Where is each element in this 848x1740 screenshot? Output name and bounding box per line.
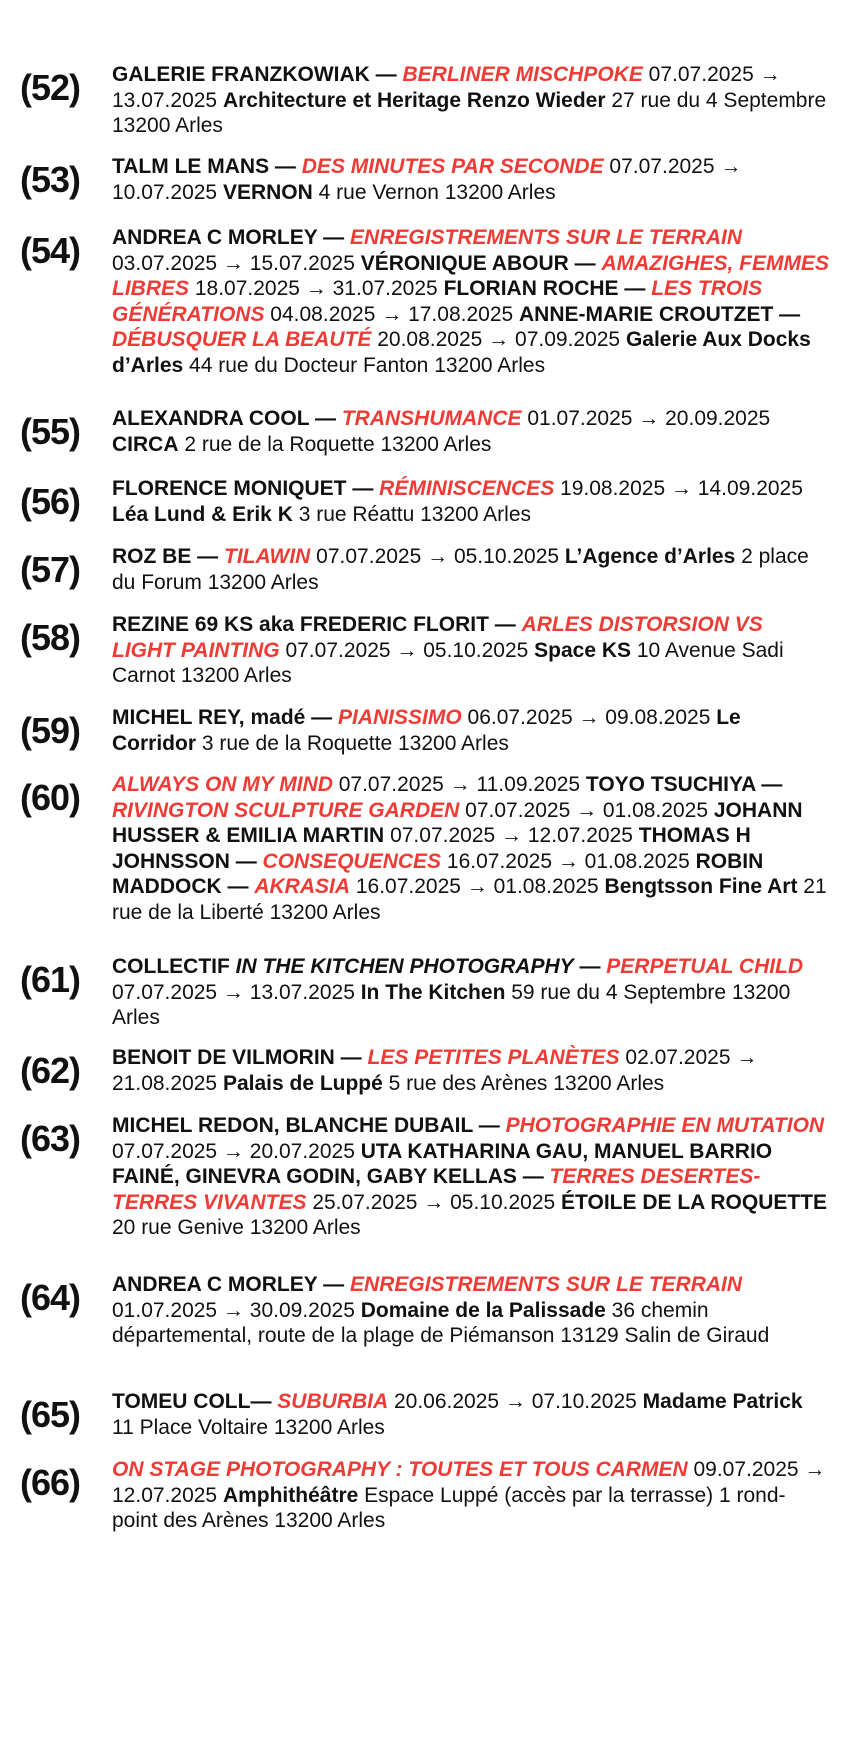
dates-address: 02.07.2025 → 21.08.2025 — [112, 1046, 758, 1095]
dates-address: 07.07.2025 → 11.09.2025 — [332, 773, 586, 796]
dates-address: 10 Avenue Sadi Carnot 13200 Arles — [112, 638, 784, 687]
dates-address: 59 rue du 4 Septembre 13200 Arles — [112, 980, 791, 1029]
entry-number: (56) — [20, 481, 81, 522]
dates-address: 07.07.2025 → 05.10.2025 — [279, 638, 535, 662]
listing-entry — [20, 1389, 830, 1440]
collective-name: IN THE KITCHEN PHOTOGRAPHY — [235, 955, 574, 978]
artist-or-venue: ROBIN MADDOCK — — [112, 849, 764, 898]
entry-number: (55) — [20, 411, 81, 452]
artist-or-venue: Léa Lund & Erik K — [112, 502, 293, 526]
exhibition-title: LES TROIS GÉNÉRATIONS — [112, 277, 763, 326]
dates-address: 04.08.2025 → 17.08.2025 — [264, 302, 520, 326]
entry-number: (52) — [20, 67, 81, 108]
exhibition-title: PHOTOGRAPHIE EN MUTATION — [505, 1114, 825, 1137]
artist-or-venue: VÉRONIQUE ABOUR — — [360, 251, 602, 275]
exhibition-title: ALWAYS ON MY MIND — [112, 773, 333, 796]
entry-number: (64) — [20, 1277, 81, 1318]
artist-or-venue: TOMEU COLL— — [112, 1390, 278, 1413]
exhibition-title: TERRES DESERTES-TERRES VIVANTES — [112, 1165, 761, 1214]
exhibition-title: AKRASIA — [254, 875, 350, 898]
listing-entry — [20, 772, 830, 925]
artist-or-venue: FLORIAN ROCHE — — [443, 277, 652, 300]
exhibition-title: ON STAGE PHOTOGRAPHY : TOUTES ET TOUS CARMEN — [112, 1458, 688, 1481]
entry-number: (66) — [20, 1462, 81, 1503]
artist-or-venue: ÉTOILE DE LA ROQUETTE — [561, 1190, 828, 1214]
artist-or-venue: MICHEL REY, madé — — [112, 706, 338, 729]
exhibition-title: TRANSHUMANCE — [341, 407, 522, 430]
entry-text — [112, 476, 830, 527]
artist-or-venue: MICHEL REDON, BLANCHE DUBAIL — — [112, 1114, 506, 1137]
artist-or-venue: TALM LE MANS — — [112, 155, 302, 178]
listing-entry — [20, 406, 830, 457]
exhibition-title: CONSEQUENCES — [262, 849, 442, 873]
dates-address: 03.07.2025 → 15.07.2025 — [112, 251, 361, 275]
exhibition-title: PIANISSIMO — [338, 706, 462, 729]
dates-address: 19.08.2025 → 14.09.2025 — [554, 477, 803, 500]
dates-address: 07.07.2025 → 05.10.2025 — [310, 545, 565, 568]
listing-entry — [20, 1045, 830, 1096]
exhibition-title: ENREGISTREMENTS SUR LE TERRAIN — [350, 1273, 743, 1296]
exhibition-title: BERLINER MISCHPOKE — [402, 63, 643, 86]
artist-or-venue: CIRCA — [112, 432, 179, 456]
dates-address: 07.07.2025 → 13.07.2025 — [112, 980, 361, 1004]
entry-text — [112, 954, 830, 1031]
exhibition-title: TILAWIN — [224, 545, 311, 568]
exhibition-title: ENREGISTREMENTS SUR LE TERRAIN — [350, 226, 743, 249]
exhibition-title: RIVINGTON SCULPTURE GARDEN — [112, 798, 460, 822]
artist-or-venue: ANNE-MARIE CROUTZET — — [519, 302, 801, 326]
entry-number: (59) — [20, 710, 81, 751]
exhibition-title: DES MINUTES PAR SECONDE — [301, 155, 604, 178]
artist-or-venue: L’Agence d’Arles — [564, 545, 736, 568]
listing-entry — [20, 1457, 830, 1534]
dates-address: 3 rue de la Roquette 13200 Arles — [196, 731, 509, 755]
artist-or-venue: Amphithéâtre — [222, 1483, 359, 1507]
exhibition-title: SUBURBIA — [277, 1390, 389, 1413]
exhibition-title: ARLES DISTORSION VS LIGHT PAINTING — [112, 613, 763, 662]
dates-address: 3 rue Réattu 13200 Arles — [292, 502, 532, 526]
exhibition-title: PERPETUAL CHILD — [606, 955, 804, 978]
dates-address: Espace Luppé (accès par la terrasse) 1 rond-point des Arènes 13200 Arles — [112, 1483, 786, 1532]
exhibition-title: RÉMINISCENCES — [379, 477, 555, 500]
artist-or-venue: REZINE 69 KS aka FREDERIC FLORIT — — [112, 613, 522, 636]
entry-text — [112, 1045, 830, 1096]
listing-entry — [20, 476, 830, 527]
dates-address: 06.07.2025 → 09.08.2025 — [461, 706, 717, 729]
exhibition-title: LES PETITES PLANÈTES — [367, 1046, 620, 1069]
artist-or-venue: Le Corridor — [112, 706, 741, 755]
artist-or-venue: In The Kitchen — [360, 980, 506, 1004]
entry-number: (62) — [20, 1050, 81, 1091]
artist-or-venue: ROZ BE — — [112, 545, 225, 568]
entry-text — [112, 612, 830, 689]
artist-or-venue: Palais de Luppé — [222, 1071, 383, 1095]
entry-text — [112, 225, 830, 378]
dates-address: 20.06.2025 → 07.10.2025 — [388, 1390, 643, 1413]
listing-entry — [20, 154, 830, 205]
listing-entry — [20, 62, 830, 139]
listing-entry — [20, 544, 830, 595]
artist-or-venue: Domaine de la Palissade — [360, 1298, 606, 1322]
artist-or-venue: TOYO TSUCHIYA — — [585, 773, 783, 796]
artist-or-venue: ANDREA C MORLEY — — [112, 1273, 351, 1296]
dates-address: 16.07.2025 → 01.08.2025 — [441, 849, 696, 873]
artist-or-venue: GALERIE FRANZKOWIAK — — [112, 63, 403, 86]
dates-address: 07.07.2025 → 12.07.2025 — [384, 824, 639, 847]
dates-address: 44 rue du Docteur Fanton 13200 Arles — [183, 353, 546, 377]
dates-address: 01.07.2025 → 20.09.2025 — [521, 407, 771, 430]
entry-text — [112, 154, 830, 205]
entry-text — [112, 1272, 830, 1349]
entry-number: (65) — [20, 1394, 81, 1435]
entry-text — [112, 1389, 830, 1440]
entry-text — [112, 1113, 830, 1241]
entry-number: (54) — [20, 230, 81, 271]
dates-address: 2 rue de la Roquette 13200 Arles — [178, 432, 492, 456]
listing-entry — [20, 705, 830, 756]
entry-text — [112, 772, 830, 925]
artist-or-venue: JOHANN HUSSER & EMILIA MARTIN — [112, 798, 803, 847]
entry-text — [112, 406, 830, 457]
artist-or-venue: Madame Patrick — [642, 1390, 803, 1413]
dates-address: 20.08.2025 → 07.09.2025 — [371, 328, 626, 351]
dates-address: 11 Place Voltaire 13200 Arles — [112, 1415, 385, 1439]
artist-or-venue: Architecture et Heritage Renzo Wieder — [222, 88, 606, 112]
entry-text — [112, 1457, 830, 1534]
dates-address: 07.07.2025 → 13.07.2025 — [112, 63, 781, 112]
dates-address: 16.07.2025 → 01.08.2025 — [350, 875, 605, 898]
artist-or-venue: FLORENCE MONIQUET — — [112, 477, 380, 500]
dates-address: 21 rue de la Liberté 13200 Arles — [112, 875, 827, 924]
entry-text — [112, 705, 830, 756]
entry-number: (63) — [20, 1118, 81, 1159]
listing-entry — [20, 612, 830, 689]
listing-entry — [20, 225, 830, 378]
exhibition-title: AMAZIGHES, FEMMES LIBRES — [112, 251, 829, 300]
exhibition-title: DÉBUSQUER LA BEAUTÉ — [112, 328, 372, 351]
entry-number: (57) — [20, 549, 81, 590]
dates-address: 09.07.2025 → 12.07.2025 — [112, 1458, 826, 1507]
dates-address: 4 rue Vernon 13200 Arles — [312, 180, 556, 204]
artist-or-venue: ANDREA C MORLEY — — [112, 226, 351, 249]
dates-address: 18.07.2025 → 31.07.2025 — [189, 277, 444, 300]
entry-number: (60) — [20, 777, 81, 818]
dates-address: 20 rue Genive 13200 Arles — [112, 1216, 361, 1239]
dates-address: 5 rue des Arènes 13200 Arles — [382, 1071, 665, 1095]
entry-number: (58) — [20, 617, 81, 658]
dates-address: 07.07.2025 → 01.08.2025 — [459, 798, 714, 822]
dates-address: 07.07.2025 → 20.07.2025 — [112, 1139, 361, 1163]
artist-or-venue: COLLECTIF — [112, 955, 236, 978]
artist-or-venue: — — [573, 955, 607, 978]
entry-number: (61) — [20, 959, 81, 1000]
dates-address: 01.07.2025 → 30.09.2025 — [112, 1298, 361, 1322]
dates-address: 07.07.2025 → 10.07.2025 — [112, 155, 742, 204]
entry-text — [112, 544, 830, 595]
entry-text — [112, 62, 830, 139]
artist-or-venue: Bengtsson Fine Art — [604, 875, 798, 898]
dates-address: 27 rue du 4 Septembre 13200 Arles — [112, 88, 827, 137]
artist-or-venue: VERNON — [222, 180, 313, 204]
dates-address: 25.07.2025 → 05.10.2025 — [306, 1190, 562, 1214]
artist-or-venue: THOMAS H JOHNSSON — — [112, 824, 751, 873]
artist-or-venue: ALEXANDRA COOL — — [112, 407, 342, 430]
entry-number: (53) — [20, 159, 81, 200]
artist-or-venue: UTA KATHARINA GAU, MANUEL BARRIO FAINÉ, GINEVRA GODIN, GABY KELLAS — — [112, 1139, 773, 1188]
artist-or-venue: Space KS — [534, 638, 632, 662]
artist-or-venue: BENOIT DE VILMORIN — — [112, 1046, 368, 1069]
dates-address: 2 place du Forum 13200 Arles — [112, 545, 809, 594]
listing-entry — [20, 1272, 830, 1349]
artist-or-venue: Galerie Aux Docks d’Arles — [112, 328, 811, 377]
listing-entry — [20, 954, 830, 1031]
dates-address: 36 chemin départemental, route de la plage de Piémanson 13129 Salin de Giraud — [112, 1298, 770, 1347]
listing-entry — [20, 1113, 830, 1241]
